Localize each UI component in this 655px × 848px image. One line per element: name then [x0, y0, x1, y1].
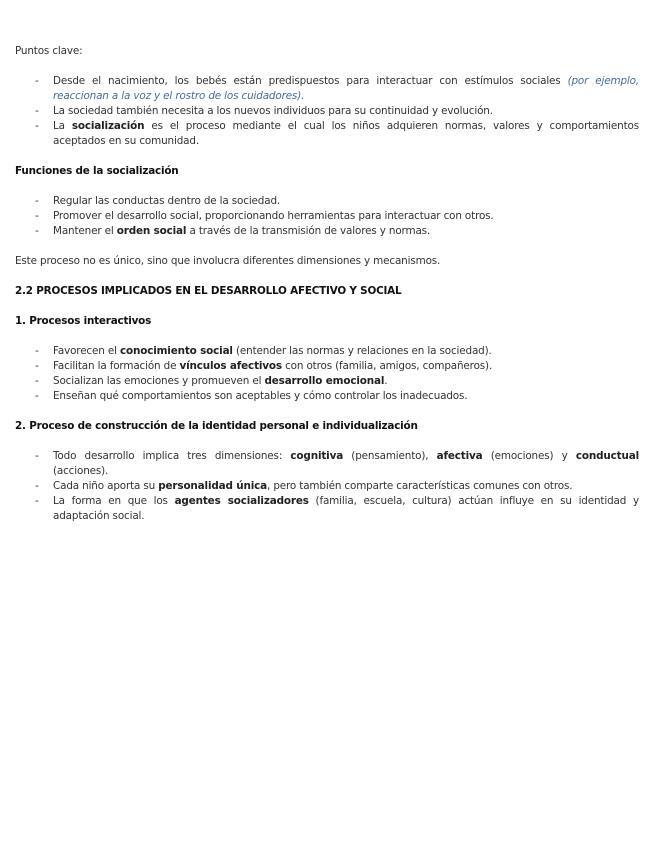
list-item [15, 119, 639, 149]
list-item [15, 224, 639, 239]
bold-term: socialización [71, 120, 145, 132]
bold-term: afectiva [436, 450, 483, 462]
interactive-list [15, 344, 639, 404]
closing-paragraph: Este proceso no es único, sino que involucra diferentes dimensiones y mecanismos. [15, 255, 441, 267]
bold-term: vínculos afectivos [179, 360, 282, 372]
list-item [15, 104, 639, 119]
list-item [15, 359, 639, 374]
bold-term: conductual [575, 450, 639, 462]
item-text: Enseñan qué comportamientos son aceptables y cómo controlar los inadecuados. [53, 390, 468, 402]
list-item [15, 74, 639, 104]
item-text: Promover el desarrollo social, proporcionando herramientas para interactuar con otros. [53, 210, 494, 222]
list-item [15, 344, 639, 359]
list-item [15, 374, 639, 389]
list-item [15, 494, 639, 524]
list-item [15, 449, 639, 479]
item-text: Todo desarrollo implica tres dimensiones: [53, 450, 291, 462]
bold-term: cognitiva [290, 450, 344, 462]
functions-list [15, 194, 639, 239]
bold-term: agentes socializadores [174, 495, 309, 507]
item-text: Cada niño aporta su [53, 480, 159, 492]
item-text: (entender las normas y relaciones en la sociedad). [232, 345, 492, 357]
item-text: La forma en que los [53, 495, 175, 507]
item-text: La [53, 120, 72, 132]
section-title: 2.2 PROCESOS IMPLICADOS EN EL DESARROLLO AFECTIVO Y SOCIAL [15, 285, 402, 297]
identity-list [15, 449, 639, 524]
list-item [15, 209, 639, 224]
list-item [15, 479, 639, 494]
item-text: (familia, escuela, cultura) actúan influye en su identidad y adaptación social. [53, 495, 639, 522]
functions-heading: Funciones de la socialización [15, 165, 179, 177]
list-item [15, 194, 639, 209]
intro-label: Puntos clave: [15, 45, 83, 57]
bold-term: desarrollo emocional [264, 375, 385, 387]
interactive-heading: 1. Procesos interactivos [15, 315, 152, 327]
bold-term: orden social [116, 225, 187, 237]
item-text: Facilitan la formación de [53, 360, 180, 372]
item-text: , pero también comparte características comunes con otros. [267, 480, 573, 492]
item-text: a través de la transmisión de valores y normas. [186, 225, 431, 237]
list-item [15, 389, 639, 404]
document-page [15, 44, 639, 524]
item-text: Favorecen el [53, 345, 120, 357]
key-points-list [15, 74, 639, 149]
item-text: La sociedad también necesita a los nuevos individuos para su continuidad y evolución. [53, 105, 493, 117]
item-text: Mantener el [53, 225, 117, 237]
item-text: (emociones) y [482, 450, 576, 462]
item-text: Regular las conductas dentro de la sociedad. [53, 195, 281, 207]
item-text: (acciones). [53, 465, 109, 477]
identity-heading: 2. Proceso de construcción de la identidad personal e individualización [15, 420, 418, 432]
bold-term: personalidad única [158, 480, 268, 492]
item-text: Socializan las emociones y promueven el [53, 375, 265, 387]
item-text: (pensamiento), [343, 450, 437, 462]
bold-term: conocimiento social [119, 345, 233, 357]
example-note: (por ejemplo, reaccionan a la voz y el rostro de los cuidadores). [53, 75, 639, 102]
item-text: . [384, 375, 388, 387]
item-text: con otros (familia, amigos, compañeros). [281, 360, 493, 372]
item-text: es el proceso mediante el cual los niños adquieren normas, valores y comportamientos aceptados en su comunidad. [53, 120, 639, 147]
item-text: Desde el nacimiento, los bebés están predispuestos para interactuar con estímulos sociales [53, 75, 568, 87]
